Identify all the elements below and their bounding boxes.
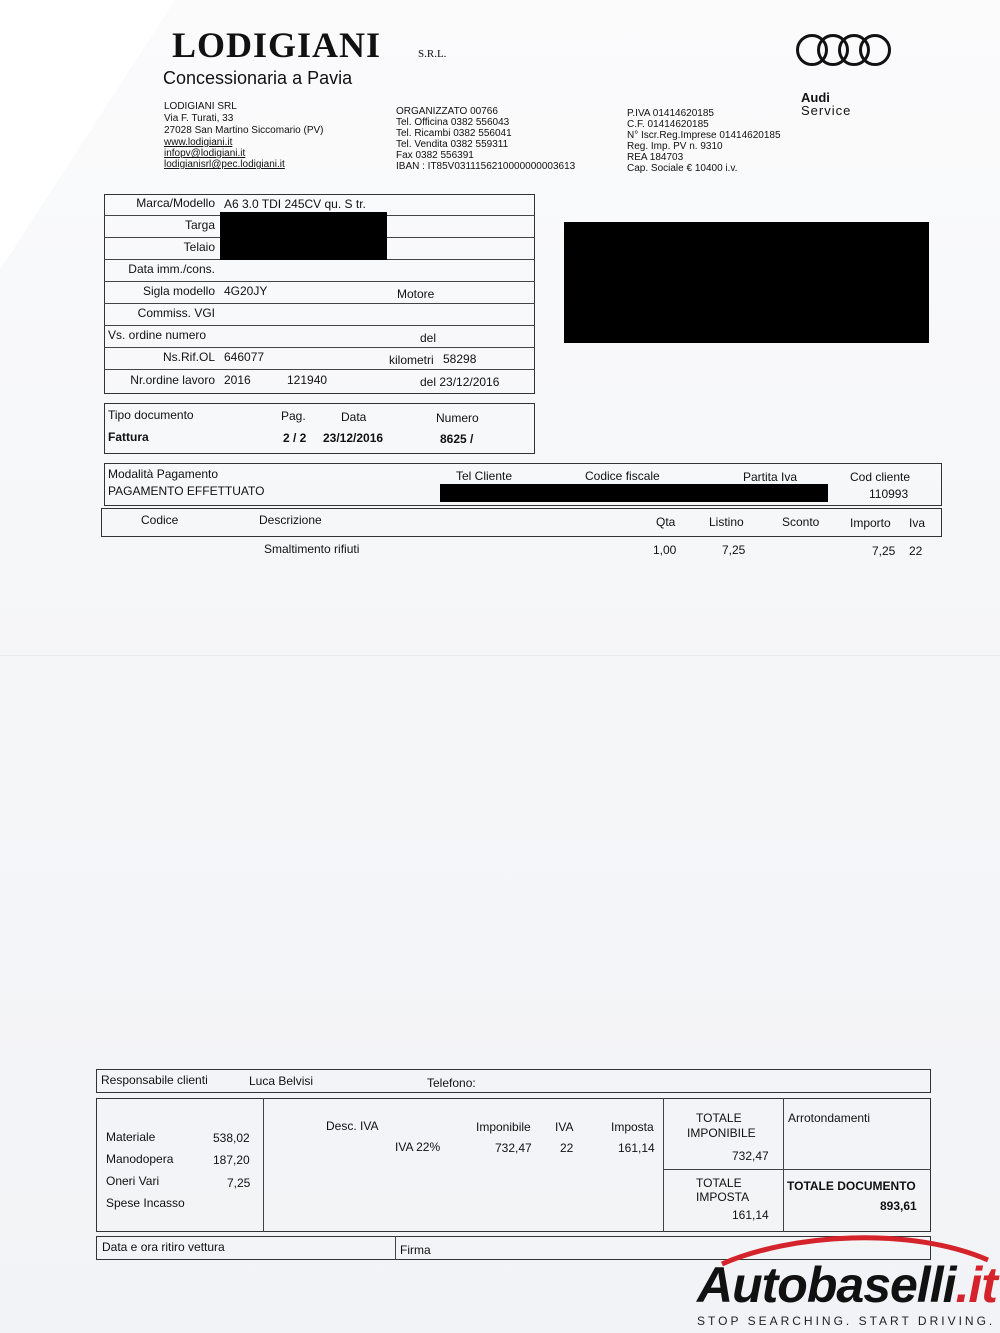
row-qta: 1,00 bbox=[653, 543, 677, 557]
row-iva: 22 bbox=[909, 544, 923, 558]
tot-imponibile-label-1: TOTALE bbox=[696, 1111, 742, 1125]
fiscal-piva: P.IVA 01414620185 bbox=[627, 108, 714, 119]
manodopera-value: 187,20 bbox=[213, 1153, 250, 1167]
tot-imponibile-label-2: IMPONIBILE bbox=[687, 1126, 756, 1140]
contact-vendita: Tel. Vendita 0382 559311 bbox=[396, 139, 509, 150]
watermark-tagline: STOP SEARCHING. START DRIVING. bbox=[697, 1314, 996, 1328]
redacted-plate-vin bbox=[220, 212, 387, 260]
targa-label: Targa bbox=[184, 218, 215, 232]
company-pec-link[interactable]: lodigianisrl@pec.lodigiani.it bbox=[164, 159, 285, 170]
motore-label: Motore bbox=[397, 287, 435, 301]
firma-label: Firma bbox=[400, 1243, 431, 1257]
modalita-label: Modalità Pagamento bbox=[108, 467, 219, 481]
fiscal-cf: C.F. 01414620185 bbox=[627, 119, 709, 130]
dealer-logo-srl: S.R.L. bbox=[418, 48, 447, 60]
data-value: 23/12/2016 bbox=[323, 431, 384, 445]
tipo-doc-label: Tipo documento bbox=[108, 408, 194, 422]
company-city: 27028 San Martino Siccomario (PV) bbox=[164, 125, 324, 136]
audi-service-label: Service bbox=[801, 103, 852, 118]
km-label: kilometri bbox=[389, 353, 434, 367]
dealer-logo-title: LODIGIANI bbox=[172, 25, 382, 65]
contact-ricambi: Tel. Ricambi 0382 556041 bbox=[396, 128, 512, 139]
contact-fax: Fax 0382 556391 bbox=[396, 150, 474, 161]
tipo-doc-value: Fattura bbox=[108, 430, 149, 444]
materiale-value: 538,02 bbox=[213, 1131, 250, 1145]
nrord-label: Nr.ordine lavoro bbox=[130, 373, 215, 387]
numero-value: 8625 / bbox=[440, 432, 474, 446]
redacted-customer-address bbox=[564, 222, 929, 343]
sigla-value: 4G20JY bbox=[224, 284, 268, 298]
contact-iban: IBAN : IT85V0311156210000000003613 bbox=[396, 161, 576, 172]
audi-rings-logo bbox=[796, 34, 892, 66]
pag-value: 2 / 2 bbox=[283, 431, 307, 445]
contact-officina: Tel. Officina 0382 556043 bbox=[396, 117, 510, 128]
sigla-label: Sigla modello bbox=[142, 284, 215, 298]
col-qta: Qta bbox=[656, 515, 676, 529]
desc-iva-label: Desc. IVA bbox=[326, 1119, 379, 1133]
row-descrizione: Smaltimento rifiuti bbox=[264, 542, 360, 556]
totale-documento-label: TOTALE DOCUMENTO bbox=[787, 1179, 916, 1193]
fiscal-capitale: Cap. Sociale € 10400 i.v. bbox=[627, 163, 738, 174]
marca-value: A6 3.0 TDI 245CV qu. S tr. bbox=[224, 197, 366, 211]
tot-imposta-label-1: TOTALE bbox=[696, 1176, 742, 1190]
iva-value: 22 bbox=[560, 1141, 574, 1155]
dealer-logo-subtitle: Concessionaria a Pavia bbox=[163, 68, 353, 88]
row-importo: 7,25 bbox=[872, 544, 896, 558]
row-listino: 7,25 bbox=[722, 543, 746, 557]
numero-label: Numero bbox=[436, 411, 479, 425]
cod-cliente-label: Cod cliente bbox=[850, 470, 911, 484]
fiscal-iscr: N° Iscr.Reg.Imprese 01414620185 bbox=[627, 130, 781, 141]
nrord-date: del 23/12/2016 bbox=[420, 375, 500, 389]
resp-value: Luca Belvisi bbox=[249, 1074, 314, 1088]
telefono-label: Telefono: bbox=[427, 1076, 476, 1090]
company-email-link[interactable]: infopv@lodigiani.it bbox=[164, 148, 246, 159]
resp-label: Responsabile clienti bbox=[101, 1073, 208, 1087]
desc-iva-value: IVA 22% bbox=[395, 1140, 441, 1154]
nrord-number: 121940 bbox=[287, 373, 328, 387]
commiss-label: Commiss. VGI bbox=[137, 306, 215, 320]
nsrif-label: Ns.Rif.OL bbox=[162, 350, 215, 364]
ordine-del-label: del bbox=[420, 331, 437, 345]
modalita-value: PAGAMENTO EFFETTUATO bbox=[108, 484, 265, 498]
spese-label: Spese Incasso bbox=[106, 1196, 185, 1210]
tot-imponibile-value: 732,47 bbox=[732, 1149, 769, 1163]
col-descrizione: Descrizione bbox=[259, 513, 322, 527]
responsabile-box bbox=[96, 1069, 931, 1093]
col-sconto: Sconto bbox=[782, 515, 820, 529]
materiale-label: Materiale bbox=[106, 1130, 156, 1144]
imponibile-label: Imponibile bbox=[476, 1120, 531, 1134]
audi-brand-label: Audi bbox=[801, 90, 830, 105]
paper-fold-line bbox=[0, 655, 1000, 656]
iva-label: IVA bbox=[555, 1120, 574, 1134]
oneri-label: Oneri Vari bbox=[106, 1174, 160, 1188]
ritiro-label: Data e ora ritiro vettura bbox=[102, 1240, 225, 1254]
km-value: 58298 bbox=[443, 352, 477, 366]
manodopera-label: Manodopera bbox=[106, 1152, 174, 1166]
company-web-link[interactable]: www.lodigiani.it bbox=[164, 137, 233, 148]
imposta-value: 161,14 bbox=[618, 1141, 655, 1155]
col-iva: Iva bbox=[909, 516, 926, 530]
col-codice: Codice bbox=[141, 513, 179, 527]
codice-fiscale-label: Codice fiscale bbox=[585, 469, 660, 483]
oneri-value: 7,25 bbox=[227, 1176, 251, 1190]
col-importo: Importo bbox=[850, 516, 891, 530]
imponibile-value: 732,47 bbox=[495, 1141, 532, 1155]
partita-iva-label: Partita Iva bbox=[743, 470, 798, 484]
col-listino: Listino bbox=[709, 515, 744, 529]
redacted-customer-ids bbox=[440, 484, 828, 502]
cod-cliente-value: 110993 bbox=[869, 487, 909, 501]
watermark-logo: Autobaselli.it bbox=[697, 1257, 997, 1313]
fiscal-rea: REA 184703 bbox=[627, 152, 684, 163]
imposta-label: Imposta bbox=[611, 1120, 654, 1134]
arrotondamenti-label: Arrotondamenti bbox=[788, 1111, 871, 1125]
nrord-year: 2016 bbox=[224, 373, 251, 387]
company-street: Via F. Turati, 33 bbox=[164, 113, 234, 124]
marca-label: Marca/Modello bbox=[136, 196, 215, 210]
data-imm-label: Data imm./cons. bbox=[128, 262, 215, 276]
contact-org: ORGANIZZATO 00766 bbox=[396, 106, 498, 117]
tel-cliente-label: Tel Cliente bbox=[456, 469, 513, 483]
fiscal-regimp: Reg. Imp. PV n. 9310 bbox=[627, 141, 723, 152]
company-name: LODIGIANI SRL bbox=[164, 101, 237, 112]
nsrif-value: 646077 bbox=[224, 350, 265, 364]
tot-imposta-label-2: IMPOSTA bbox=[696, 1190, 750, 1204]
pag-label: Pag. bbox=[281, 409, 306, 423]
data-label: Data bbox=[341, 410, 367, 424]
totale-documento-value: 893,61 bbox=[880, 1199, 917, 1213]
tot-imposta-value: 161,14 bbox=[732, 1208, 769, 1222]
telaio-label: Telaio bbox=[183, 240, 215, 254]
ordine-label: Vs. ordine numero bbox=[108, 328, 207, 342]
